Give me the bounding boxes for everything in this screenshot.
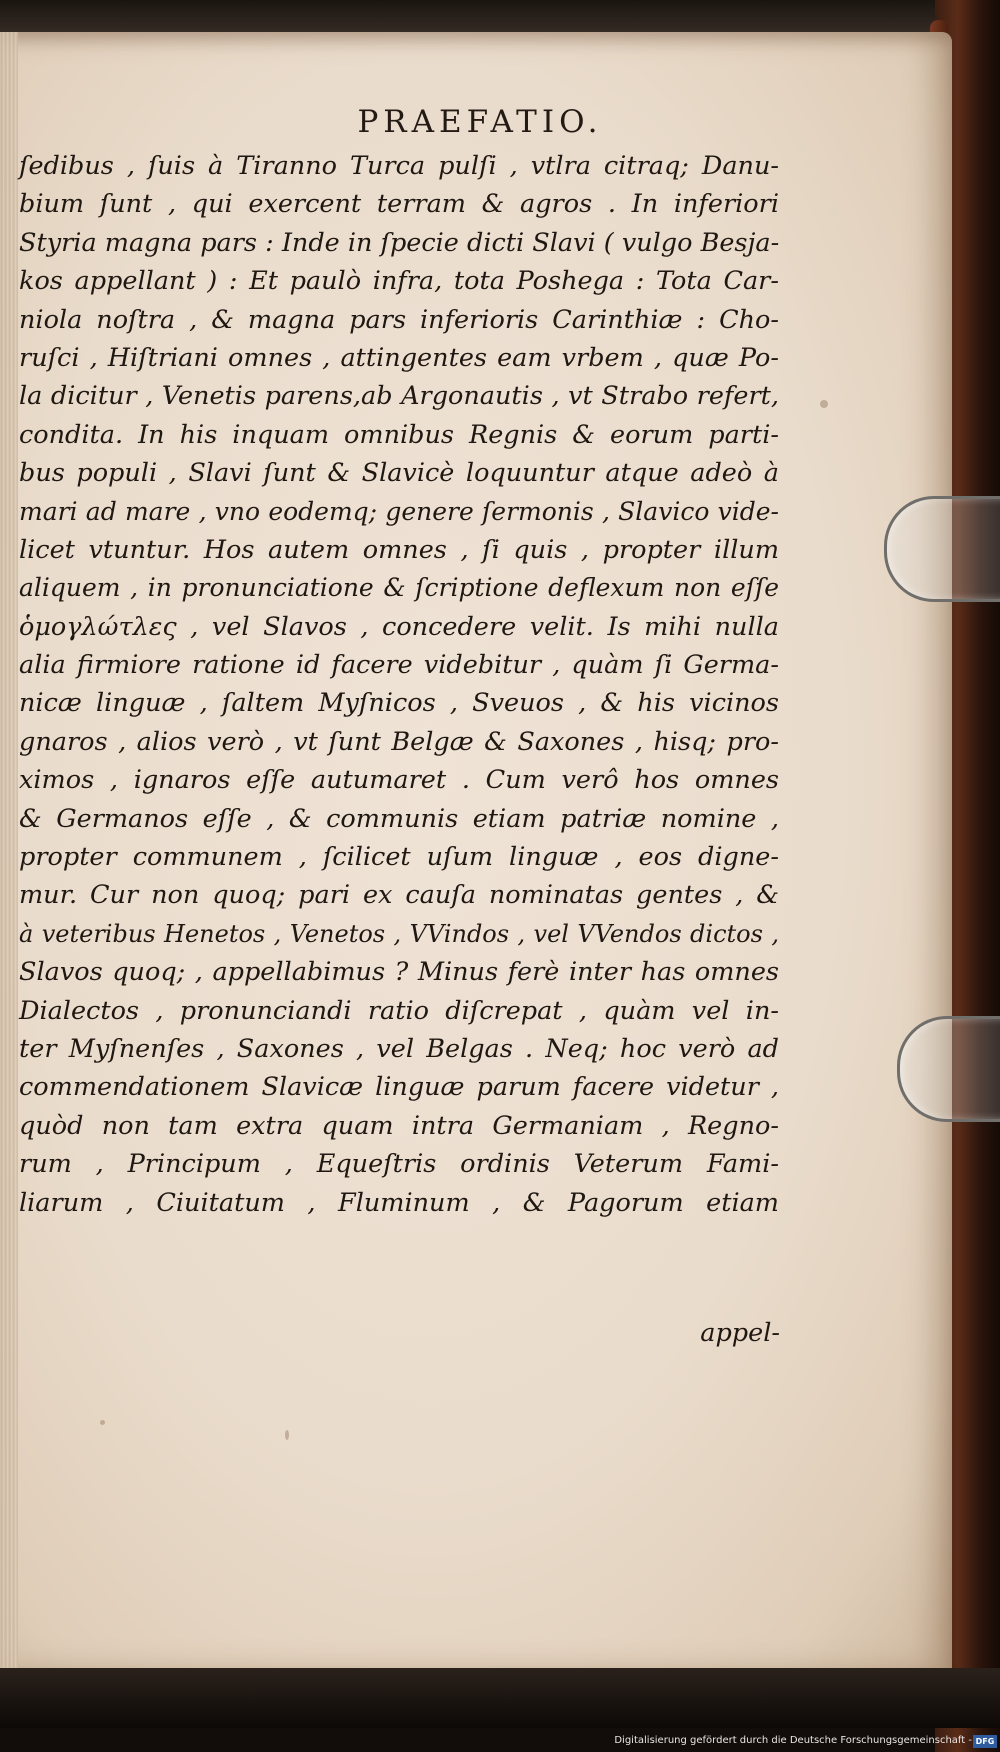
text-line: quòd non tam extra quam intra Germaniam , Regno- <box>19 1110 779 1141</box>
text-line: aliquem , in pronunciatione & ſcriptione deflexum non eſſe <box>19 573 779 603</box>
paper-spot <box>100 1420 105 1425</box>
text-line: commendationem Slavicæ linguæ parum facere videtur , <box>19 1072 779 1103</box>
catchword: appel- <box>700 1318 780 1348</box>
text-line: ruſci , Hiſtriani omnes , attingentes eam vrbem , quæ Po- <box>19 342 779 373</box>
text-line: ter Myſnenſes , Saxones , vel Belgas . Neq; hoc verò ad <box>19 1033 779 1064</box>
dfg-logo: DFG <box>973 1735 997 1748</box>
text-line: Styria magna pars : Inde in ſpecie dicti Slavi ( vulgo Besja- <box>19 227 780 258</box>
text-line: bus populi , Slavi ſunt & Slavicè loquuntur atque adeò à <box>19 458 779 489</box>
digitization-credit: Digitalisierung gefördert durch die Deutsche Forschungsgemeinschaft - <box>614 1735 972 1746</box>
text-line: propter communem , ſcilicet uſum linguæ , eos digne- <box>19 842 779 873</box>
text-line: nicæ linguæ , ſaltem Myſnicos , Sveuos , & his vicinos <box>19 688 779 719</box>
text-line: & Germanos eſſe , & communis etiam patriæ nomine , <box>19 803 779 834</box>
page-clip <box>884 496 1000 602</box>
text-line: bium ſunt , qui exercent terram & agros . In inferiori <box>19 189 779 220</box>
text-line: la dicitur , Venetis parens,ab Argonautis , vt Strabo refert, <box>19 381 779 412</box>
text-line: liarum , Ciuitatum , Fluminum , & Pagorum etiam <box>19 1187 779 1218</box>
page-clip <box>897 1016 1000 1122</box>
paper-spot <box>820 400 828 408</box>
page-edge-stack <box>0 32 18 1672</box>
text-line: mari ad mare , vno eodemq; genere ſermonis , Slavico vide- <box>19 496 779 526</box>
body-text <box>19 147 779 1222</box>
text-line: à veteribus Henetos , Venetos , VVindos , vel VVendos dictos , <box>19 919 779 948</box>
text-line: mur. Cur non quoq; pari ex cauſa nominatas gentes , & <box>19 880 779 911</box>
text-line: rum , Principum , Equeſtris ordinis Veterum Fami- <box>19 1149 779 1180</box>
bottom-shadow <box>0 1668 1000 1728</box>
text-line: gnaros , alios verò , vt ſunt Belgæ & Saxones , hisq; pro- <box>19 726 779 757</box>
text-line: ὁμογλώτλες , vel Slavos , concedere velit. Is mihi nulla <box>19 611 779 642</box>
running-head: PRAEFATIO. <box>357 104 603 140</box>
text-line: kos appellant ) : Et paulò infra, tota Poshega : Tota Car- <box>19 266 779 297</box>
text-line: ximos , ignaros eſſe autumaret . Cum verô hos omnes <box>19 765 779 796</box>
text-line: niola noſtra , & magna pars inferioris Carinthiæ : Cho- <box>19 304 779 335</box>
text-line: Slavos quoq; , appellabimus ? Minus ferè inter has omnes <box>19 957 779 988</box>
text-line: Dialectos , pronunciandi ratio diſcrepat , quàm vel in- <box>19 995 779 1026</box>
text-line: alia firmiore ratione id facere videbitur , quàm ſi Germa- <box>19 650 779 681</box>
paper-spot <box>285 1430 289 1440</box>
text-line: ſedibus , ſuis à Tiranno Turca pulſi , vtlra citraq; Danu- <box>19 151 779 181</box>
text-line: condita. In his inquam omnibus Regnis & eorum parti- <box>19 419 779 450</box>
text-line: licet vtuntur. Hos autem omnes , ſi quis , propter illum <box>19 534 779 565</box>
